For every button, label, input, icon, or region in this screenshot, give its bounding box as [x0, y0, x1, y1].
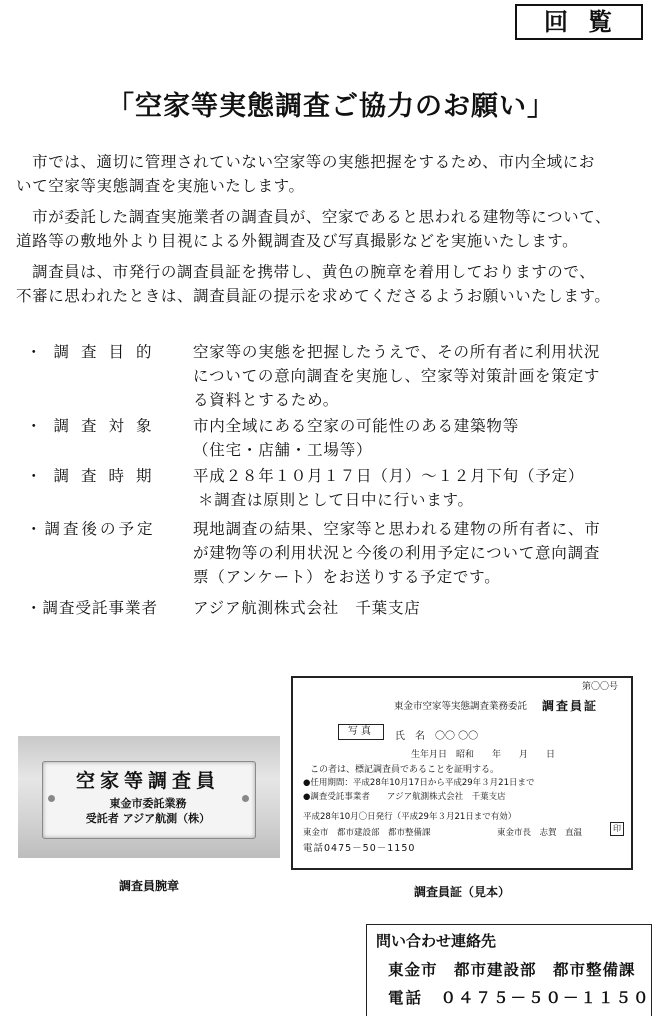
id-card-tel: 電話0475－50－1150 [303, 843, 416, 854]
purpose-label: ・調査目的 [26, 343, 164, 361]
page-title: 「空家等実態調査ご協力のお願い」 [107, 91, 555, 122]
period-note: ＊調査は原則として日中に行います。 [198, 491, 474, 509]
purpose-text: る資料とするため。 [193, 391, 340, 409]
paragraph-line: 不審に思われたときは、調査員証の提示を求めてくださるようお願いいたします。 [16, 287, 611, 305]
id-card-heading-small: 東金市空家等実態調査業務委託 [394, 701, 528, 712]
purpose-text: 空家等の実態を把握したうえで、その所有者に利用状況 [193, 343, 601, 361]
target-text: （住宅・店舗・工場等） [193, 441, 373, 459]
kairan-box: 回覧 [515, 4, 643, 40]
id-card-dept: 東金市 都市建設部 都市整備課 [303, 828, 431, 838]
armband-title: 空家等調査員 [75, 770, 220, 792]
id-card-contractor: ●調査受託事業者 アジア航測株式会社 千葉支店 [303, 792, 506, 802]
contact-heading: 問い合わせ連絡先 [376, 932, 497, 950]
contractor-label: ・調査受託事業者 [26, 599, 159, 617]
id-card-mayor: 東金市長 志賀 直温 [497, 828, 583, 838]
id-card-name: 氏 名 〇〇 〇〇 [395, 731, 479, 742]
period-text: 平成２８年１０月１７日（月）～１２月下旬（予定） [193, 467, 585, 485]
seal-box: 印 [610, 822, 624, 836]
after-text: 現地調査の結果、空家等と思われる建物の所有者に、市 [193, 520, 601, 538]
armband-line: 受託者 アジア航測（株） [85, 812, 211, 825]
contact-dept: 東金市 都市建設部 都市整備課 [388, 961, 636, 979]
target-text: 市内全域にある空家の可能性のある建築物等 [193, 417, 520, 435]
id-card-heading: 調査員証 [542, 699, 599, 713]
purpose-text: についての意向調査を実施し、空家等対策計画を策定す [193, 367, 601, 385]
after-text: が建物等の利用状況と今後の利用予定について意向調査 [193, 544, 601, 562]
contact-tel: 電話 ０４７５－５０－１１５０ [388, 989, 651, 1007]
after-text: 票（アンケート）をお送りする予定です。 [193, 568, 501, 586]
id-card-number: 第〇〇号 [582, 682, 619, 692]
id-card-caption: 調査員証（見本） [413, 885, 510, 899]
paragraph-line: いて空家等実態調査を実施いたします。 [16, 177, 305, 195]
paragraph-line: 市では、適切に管理されていない空家等の実態把握をするため、市内全域にお [16, 153, 595, 171]
contractor-text: アジア航測株式会社 千葉支店 [193, 599, 421, 617]
id-card-cert: この者は、標記調査員であることを証明する。 [310, 765, 500, 775]
armband-caption: 調査員腕章 [118, 879, 179, 893]
after-label: ・調査後の予定 [26, 520, 156, 538]
paragraph-line: 調査員は、市発行の調査員証を携帯し、黄色の腕章を着用しておりますので、 [16, 263, 596, 281]
armband-line: 東金市委託業務 [109, 797, 187, 810]
id-card-birth: 生年月日 昭和 年 月 日 [411, 750, 556, 760]
paragraph-line: 市が委託した調査実施業者の調査員が、空家であると思われる建物等について、 [16, 208, 612, 226]
target-label: ・調査対象 [26, 417, 164, 435]
period-label: ・調査時期 [26, 467, 164, 485]
id-card-valid: ●任用期間：平成28年10月17日から平成29年３月21日まで [303, 778, 535, 788]
photo-box: 写真 [338, 724, 384, 740]
id-card-issued: 平成28年10月〇日発行（平成29年３月21日まで有効） [303, 812, 517, 822]
paragraph-line: 道路等の敷地外より目視による外観調査及び写真撮影などを実施いたします。 [16, 232, 579, 250]
